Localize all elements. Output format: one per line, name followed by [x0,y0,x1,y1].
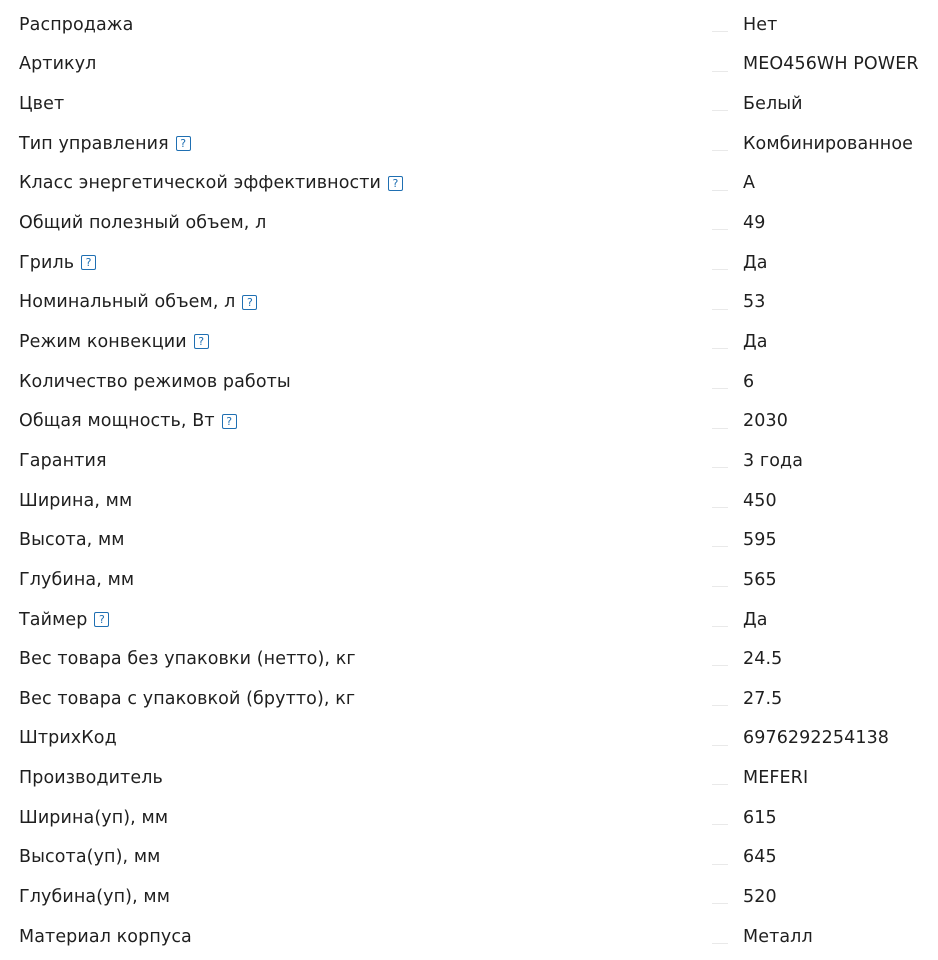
row-divider [712,71,728,72]
spec-label [19,728,117,748]
row-divider [712,269,728,270]
row-divider [712,745,728,746]
spec-row [0,164,938,204]
row-divider [712,665,728,666]
spec-label [19,292,257,312]
spec-row [0,639,938,679]
spec-value: Комбинированное [743,133,914,154]
spec-label [19,570,134,590]
spec-label [19,213,266,233]
row-divider [712,348,728,349]
spec-row [0,124,938,164]
spec-label [19,173,403,193]
spec-label-text: Тип управления [19,133,169,154]
spec-label [19,927,192,947]
spec-row [0,362,938,402]
spec-row [0,917,938,957]
spec-label [19,610,109,630]
spec-value: 645 [743,847,777,868]
spec-value: 6 [743,371,755,392]
row-divider [712,309,728,310]
spec-value: 2030 [743,411,788,432]
spec-label-text: Вес товара без упаковки (нетто), кг [19,649,356,670]
spec-label [19,649,356,669]
spec-value: Белый [743,94,803,115]
question-mark-icon[interactable]: ? [81,255,96,270]
spec-row [0,679,938,719]
spec-row [0,322,938,362]
row-divider [712,467,728,468]
spec-label-text: Распродажа [19,14,134,35]
spec-row [0,798,938,838]
spec-value: A [743,173,756,194]
spec-value: MEFERI [743,768,809,789]
spec-value: Нет [743,14,778,35]
spec-label-text: Номинальный объем, л [19,292,236,313]
spec-label-text: Производитель [19,768,163,789]
spec-value: 6976292254138 [743,728,890,749]
spec-label-text: Общая мощность, Вт [19,411,215,432]
question-mark-icon[interactable]: ? [94,612,109,627]
spec-row [0,600,938,640]
spec-label-text: ШтрихКод [19,728,117,749]
spec-label [19,253,96,273]
row-divider [712,705,728,706]
spec-row [0,719,938,759]
spec-label [19,134,191,154]
spec-label [19,887,170,907]
row-divider [712,229,728,230]
spec-label [19,15,133,35]
spec-row [0,283,938,323]
row-divider [712,626,728,627]
question-mark-icon[interactable]: ? [194,334,209,349]
row-divider [712,388,728,389]
spec-label [19,768,163,788]
spec-label-text: Артикул [19,54,97,75]
spec-value: 49 [743,213,766,234]
spec-label [19,808,168,828]
spec-row [0,481,938,521]
spec-row [0,441,938,481]
spec-label-text: Класс энергетической эффективности [19,173,382,194]
spec-label-text: Вес товара с упаковкой (брутто), кг [19,688,356,709]
spec-label-text: Высота(уп), мм [19,847,161,868]
spec-row [0,520,938,560]
spec-label [19,411,237,431]
spec-value: 53 [743,292,766,313]
spec-row [0,402,938,442]
question-mark-icon[interactable]: ? [176,136,191,151]
question-mark-icon[interactable]: ? [388,176,403,191]
spec-value: Да [743,609,768,630]
row-divider [712,784,728,785]
spec-row [0,243,938,283]
spec-value: 595 [743,530,777,551]
spec-label [19,491,132,511]
spec-row [0,877,938,917]
spec-label [19,451,107,471]
spec-label-text: Количество режимов работы [19,371,291,392]
spec-label [19,530,125,550]
spec-value: Металл [743,926,813,947]
spec-value: Да [743,331,768,352]
spec-label-text: Таймер [19,609,88,630]
spec-label-text: Цвет [19,94,65,115]
spec-value: 3 года [743,450,804,471]
spec-label [19,372,291,392]
spec-label-text: Глубина, мм [19,569,135,590]
spec-label-text: Высота, мм [19,530,125,551]
row-divider [712,903,728,904]
row-divider [712,546,728,547]
spec-label-text: Глубина(уп), мм [19,887,171,908]
spec-value: 27.5 [743,688,783,709]
row-divider [712,824,728,825]
row-divider [712,31,728,32]
spec-value: 520 [743,887,777,908]
spec-label [19,94,64,114]
row-divider [712,943,728,944]
spec-label-text: Гарантия [19,450,107,471]
spec-label [19,847,160,867]
spec-value: MEO456WH POWER [743,54,919,75]
row-divider [712,150,728,151]
spec-row [0,758,938,798]
spec-row [0,45,938,85]
spec-value: 450 [743,490,777,511]
spec-label-text: Режим конвекции [19,331,187,352]
row-divider [712,190,728,191]
question-mark-icon[interactable]: ? [222,414,237,429]
spec-row [0,203,938,243]
spec-label-text: Ширина(уп), мм [19,807,169,828]
row-divider [712,507,728,508]
spec-value: Да [743,252,768,273]
spec-row [0,84,938,124]
row-divider [712,586,728,587]
spec-row [0,5,938,45]
spec-value: 565 [743,569,777,590]
spec-row [0,560,938,600]
spec-label [19,332,209,352]
spec-label-text: Гриль [19,252,75,273]
question-mark-icon[interactable]: ? [242,295,257,310]
spec-label-text: Материал корпуса [19,926,192,947]
spec-label [19,689,355,709]
row-divider [712,428,728,429]
spec-label-text: Общий полезный объем, л [19,213,267,234]
spec-row [0,838,938,878]
spec-label [19,54,96,74]
row-divider [712,864,728,865]
spec-value: 24.5 [743,649,783,670]
spec-label-text: Ширина, мм [19,490,133,511]
spec-value: 615 [743,807,777,828]
row-divider [712,110,728,111]
